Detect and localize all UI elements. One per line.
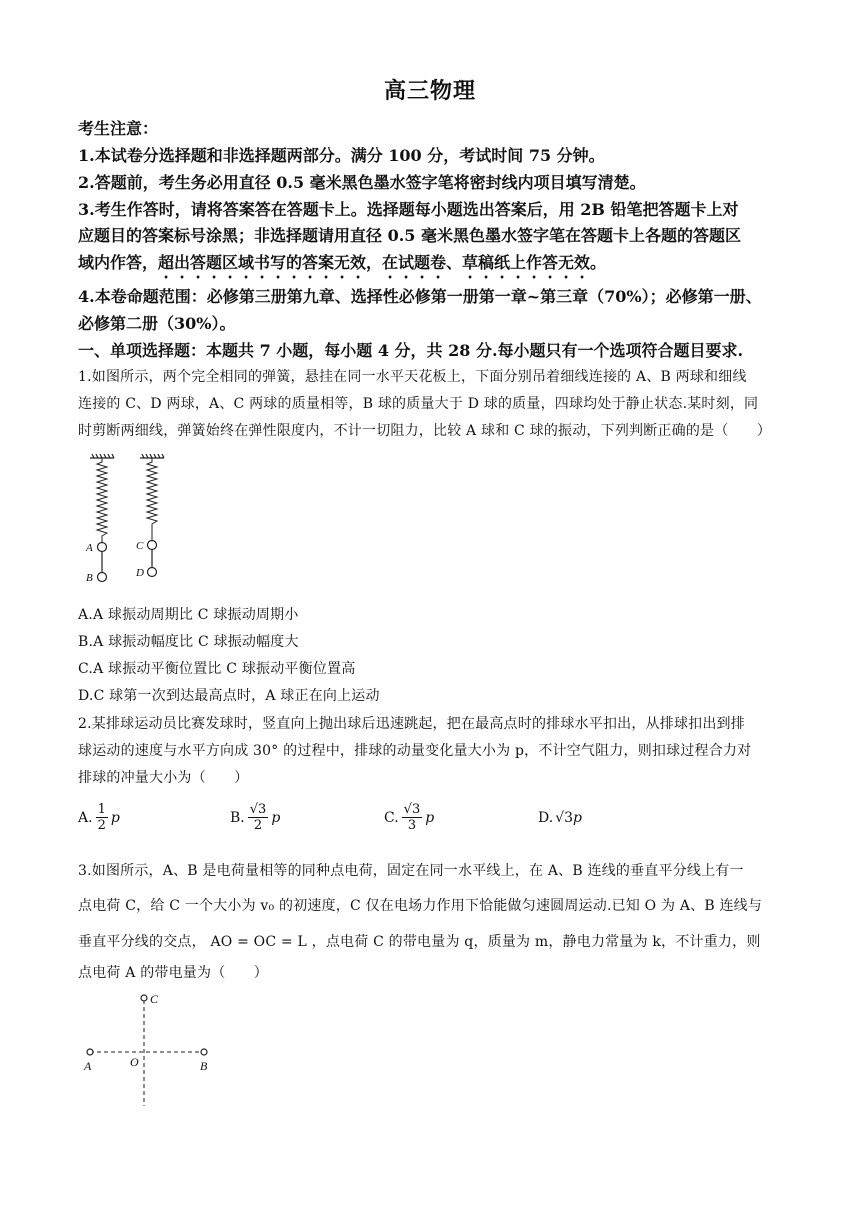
notice-item-3-cont: 应题目的答案标号涂黑；非选择题请用直径 0.5 毫米黑色墨水签字笔在答题卡上各题的答题区 (78, 226, 741, 245)
notice-item-3: 3.考生作答时，请将答案答在答题卡上。选择题每小题选出答案后，用 2B 铅笔把答题卡上对 (78, 200, 739, 219)
q3-line-4: 点电荷 A 的带电量为（ ） (78, 965, 269, 981)
q2-line-3: 排球的冲量大小为（ ） (78, 770, 249, 786)
ball-c (148, 541, 157, 550)
q3-line-2: 点电荷 C，给 C 一个大小为 v₀ 的初速度，C 仅在电场力作用下恰能做匀速圆周运动.已知 O 为 A、B 连线与 (78, 898, 763, 914)
ball-d (148, 568, 157, 577)
q2-option-a-letter: A. (78, 809, 93, 826)
label-origin-o: O (130, 1055, 139, 1069)
q2-option-a (78, 802, 120, 833)
notice-item-4: 4.本卷命题范围：必修第三册第九章、选择性必修第一册第一章~第三章（70%）；必修第一册、 (78, 287, 762, 306)
label-c: C (136, 540, 144, 552)
q3-line-3: 垂直平分线的交点， AO = OC = L ，点电荷 C 的带电量为 q，质量为 m，静电力常量为 k，不计重力，则 (78, 934, 761, 950)
charge-figure (78, 986, 218, 1112)
q2-option-b-letter: B. (230, 809, 245, 826)
q1-line-3: 时剪断两细线，弹簧始终在弹性限度内，不计一切阻力，比较 A 球和 C 球的振动，下列判断正确的是（ ） (78, 423, 772, 439)
spring-right (147, 458, 157, 540)
q1-option-b: B.A 球振动幅度比 C 球振动幅度大 (78, 634, 299, 650)
page-title: 高三物理 (383, 78, 476, 104)
spring-left (97, 458, 107, 542)
q2-option-b-num: √3 (249, 802, 267, 817)
charge-b (201, 1049, 207, 1055)
label-charge-a: A (84, 1059, 92, 1073)
q2-option-c-num: √3 (403, 802, 421, 817)
q2-option-b-var: p (271, 809, 281, 826)
q2-option-d (538, 810, 582, 826)
q2-option-a-den: 2 (97, 818, 106, 833)
charge-a (87, 1049, 93, 1055)
q2-option-c-letter: C. (384, 809, 399, 826)
q1-option-a: A.A 球振动周期比 C 球振动周期小 (78, 607, 299, 623)
label-d: D (136, 567, 144, 579)
notice-item-3-end (78, 250, 790, 282)
label-a: A (86, 542, 93, 554)
charge-c (141, 995, 147, 1001)
q2-option-c-den: 3 (407, 818, 417, 833)
q2-option-b (230, 802, 280, 833)
label-charge-c: C (150, 992, 159, 1006)
q2-line-2: 球运动的速度与水平方向成 30° 的过程中，排球的动量变化量大小为 p，不计空气阻力，则扣球过程合力对 (78, 743, 752, 759)
q2-option-d-var: p (573, 810, 582, 826)
q1-option-d: D.C 球第一次到达最高点时，A 球正在向上运动 (78, 688, 380, 704)
spring-figure (80, 452, 180, 586)
q3-line-1: 3.如图所示，A、B 是电荷量相等的同种点电荷，固定在同一水平线上，在 A、B 连线的垂直平分线上有一 (78, 863, 744, 879)
label-b: B (86, 572, 93, 584)
ball-a (98, 543, 107, 552)
label-charge-b: B (200, 1059, 208, 1073)
section-heading: 一、单项选择题：本题共 7 小题，每小题 4 分，共 28 分.每小题只有一个选项符合题目要求. (78, 341, 744, 360)
q2-option-b-fraction (248, 802, 269, 833)
q2-options (78, 802, 790, 842)
notice-item-4-cont: 必修第二册（30%）。 (78, 314, 236, 333)
q2-option-d-letter: D. (538, 810, 554, 826)
q1-line-2: 连接的 C、D 两球，A、C 两球的质量相等，B 球的质量大于 D 球的质量，四球均处于静止状态.某时刻，同 (78, 396, 759, 412)
notice-item-1: 1.本试卷分选择题和非选择题两部分。满分 100 分，考试时间 75 分钟。 (78, 146, 605, 165)
q2-option-d-expr: √3 (555, 810, 574, 826)
notice-item-3-tail: 域内作答， (78, 253, 159, 272)
q2-option-c-var: p (425, 809, 435, 826)
q2-option-a-var: p (110, 809, 120, 826)
q2-option-a-fraction (96, 802, 108, 833)
notice-emphasis: 超出答题区域书写的答案无效，在试题卷、草稿纸上作答无效。 (158, 253, 607, 272)
q2-option-c (384, 802, 434, 833)
ball-b (98, 573, 107, 582)
q1-option-c: C.A 球振动平衡位置比 C 球振动平衡位置高 (78, 661, 356, 677)
q2-option-c-fraction (402, 802, 423, 833)
notice-item-2: 2.答题前，考生务必用直径 0.5 毫米黑色墨水签字笔将密封线内项目填写清楚。 (78, 173, 646, 192)
q1-line-1: 1.如图所示，两个完全相同的弹簧，悬挂在同一水平天花板上，下面分别吊着细线连接的 A、B 两球和细线 (78, 369, 747, 385)
q2-option-a-num: 1 (97, 802, 106, 817)
q2-line-1: 2.某排球运动员比赛发球时，竖直向上抛出球后迅速跳起，把在最高点时的排球水平扣出，从排球扣出到排 (78, 716, 745, 732)
notice-heading: 考生注意： (78, 119, 159, 138)
q2-option-b-den: 2 (253, 818, 263, 833)
